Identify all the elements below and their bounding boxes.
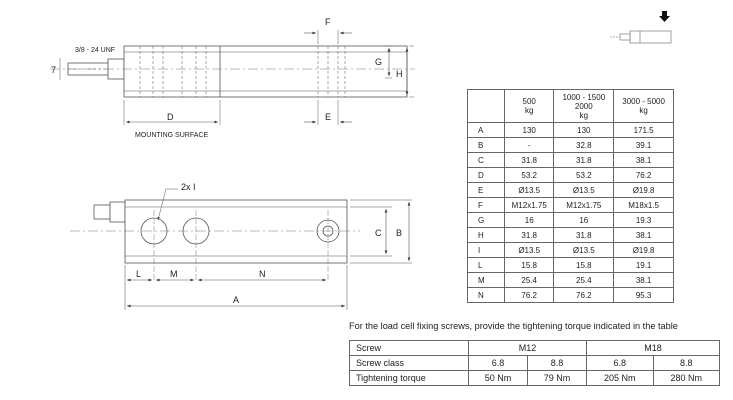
dimension-cell: Ø13.5: [554, 243, 614, 258]
dimension-table-row: [468, 123, 674, 138]
torque-label: Tightening torque: [350, 371, 469, 386]
dimension-row-label: G: [468, 213, 505, 228]
screw-m12: M12: [469, 341, 587, 356]
dim-h-label: H: [396, 69, 403, 79]
dim-n-label: N: [259, 269, 266, 279]
dimension-cell: 130: [505, 123, 554, 138]
screw-m18: M18: [587, 341, 720, 356]
dimension-cell: Ø19.8: [614, 243, 674, 258]
dimension-cell: 76.2: [554, 288, 614, 303]
dimension-row-label: B: [468, 138, 505, 153]
dimension-cell: 171.5: [614, 123, 674, 138]
dim-7-label: 7: [51, 65, 57, 75]
torque-row-class: [350, 356, 720, 371]
dimension-cell: Ø13.5: [505, 243, 554, 258]
class-cell: 8.8: [653, 356, 720, 371]
dimension-row-label: I: [468, 243, 505, 258]
dimension-row-label: M: [468, 273, 505, 288]
dim-d-label: D: [167, 112, 174, 122]
dimension-cell: 15.8: [554, 258, 614, 273]
header-3000-5000kg: [614, 90, 674, 123]
dimension-row-label: F: [468, 198, 505, 213]
dimension-row-label: L: [468, 258, 505, 273]
dimension-cell: 25.4: [554, 273, 614, 288]
dimension-table-row: [468, 183, 674, 198]
dimension-cell: Ø13.5: [505, 183, 554, 198]
dim-f-label: F: [325, 17, 331, 27]
torque-row-values: [350, 371, 720, 386]
dimension-cell: 31.8: [505, 153, 554, 168]
dimension-cell: 19.3: [614, 213, 674, 228]
class-cell: 8.8: [528, 356, 587, 371]
dimension-cell: 76.2: [505, 288, 554, 303]
dimension-cell: Ø19.8: [614, 183, 674, 198]
dimension-row-label: D: [468, 168, 505, 183]
dimension-cell: 95.3: [614, 288, 674, 303]
header-blank: [468, 90, 505, 123]
dimension-row-label: C: [468, 153, 505, 168]
torque-value: 79 Nm: [528, 371, 587, 386]
dimension-table-row: [468, 288, 674, 303]
class-cell: 6.8: [469, 356, 528, 371]
dimension-cell: 15.8: [505, 258, 554, 273]
dimension-table-row: [468, 273, 674, 288]
mounting-surface-label: MOUNTING SURFACE: [135, 132, 209, 139]
dimension-cell: 130: [554, 123, 614, 138]
dimension-cell: 38.1: [614, 273, 674, 288]
screw-class-label: Screw class: [350, 356, 469, 371]
side-thumbnail: [610, 31, 671, 43]
dimension-table: [467, 89, 674, 303]
dimension-cell: 53.2: [554, 168, 614, 183]
header-500kg: [505, 90, 554, 123]
dim-c-label: C: [375, 228, 382, 238]
down-arrow-icon: [659, 11, 670, 22]
dim-b-label: B: [396, 228, 403, 238]
dimension-cell: 16: [554, 213, 614, 228]
thread-label: 3/8 - 24 UNF: [75, 47, 116, 54]
dimension-row-label: E: [468, 183, 505, 198]
dimension-table-header: [468, 90, 674, 123]
side-view: [70, 189, 412, 310]
torque-value: 205 Nm: [587, 371, 653, 386]
hole-label: 2x I: [181, 182, 196, 192]
dimension-cell: 31.8: [554, 153, 614, 168]
dimension-table-row: [468, 243, 674, 258]
class-cell: 6.8: [587, 356, 653, 371]
dimension-table-row: [468, 168, 674, 183]
dim-m-label: M: [170, 269, 178, 279]
torque-value: 50 Nm: [469, 371, 528, 386]
dimension-table-row: [468, 258, 674, 273]
dimension-cell: 31.8: [554, 228, 614, 243]
torque-note: For the load cell fixing screws, provide the tightening torque indicated in the table: [349, 321, 678, 331]
dimension-cell: Ø13.5: [554, 183, 614, 198]
dimension-cell: 53.2: [505, 168, 554, 183]
dimension-row-label: A: [468, 123, 505, 138]
dimension-cell: 32.8: [554, 138, 614, 153]
header-500kg-text: 500 kg: [522, 97, 536, 115]
dim-g-label: G: [375, 57, 383, 67]
screw-label: Screw: [350, 341, 469, 356]
dimension-row-label: H: [468, 228, 505, 243]
dim-l-label: L: [136, 269, 142, 279]
dimension-cell: M12x1.75: [554, 198, 614, 213]
torque-row-screw: [350, 341, 720, 356]
dimension-table-row: [468, 228, 674, 243]
torque-table: [349, 340, 720, 386]
dimension-cell: 31.8: [505, 228, 554, 243]
dimension-cell: M18x1.5: [614, 198, 674, 213]
dimension-table-row: [468, 153, 674, 168]
torque-value: 280 Nm: [653, 371, 720, 386]
dimension-cell: 25.4: [505, 273, 554, 288]
dimension-table-row: [468, 138, 674, 153]
header-1000-2000kg: [554, 90, 614, 123]
dimension-cell: 39.1: [614, 138, 674, 153]
dimension-row-label: N: [468, 288, 505, 303]
dimension-cell: 38.1: [614, 228, 674, 243]
dimension-table-row: [468, 213, 674, 228]
dimension-cell: 76.2: [614, 168, 674, 183]
dimension-table-row: [468, 198, 674, 213]
header-1000-2000kg-text: 1000 - 1500 2000 kg: [562, 92, 606, 120]
dimension-cell: 19.1: [614, 258, 674, 273]
dimension-cell: 38.1: [614, 153, 674, 168]
dimension-cell: 16: [505, 213, 554, 228]
header-3000-5000kg-text: 3000 - 5000 kg: [622, 97, 665, 115]
top-view: [50, 30, 415, 125]
dimension-cell: M12x1.75: [505, 198, 554, 213]
dimension-cell: -: [505, 138, 554, 153]
dim-a-label: A: [233, 295, 240, 305]
dim-e-label: E: [325, 112, 332, 122]
